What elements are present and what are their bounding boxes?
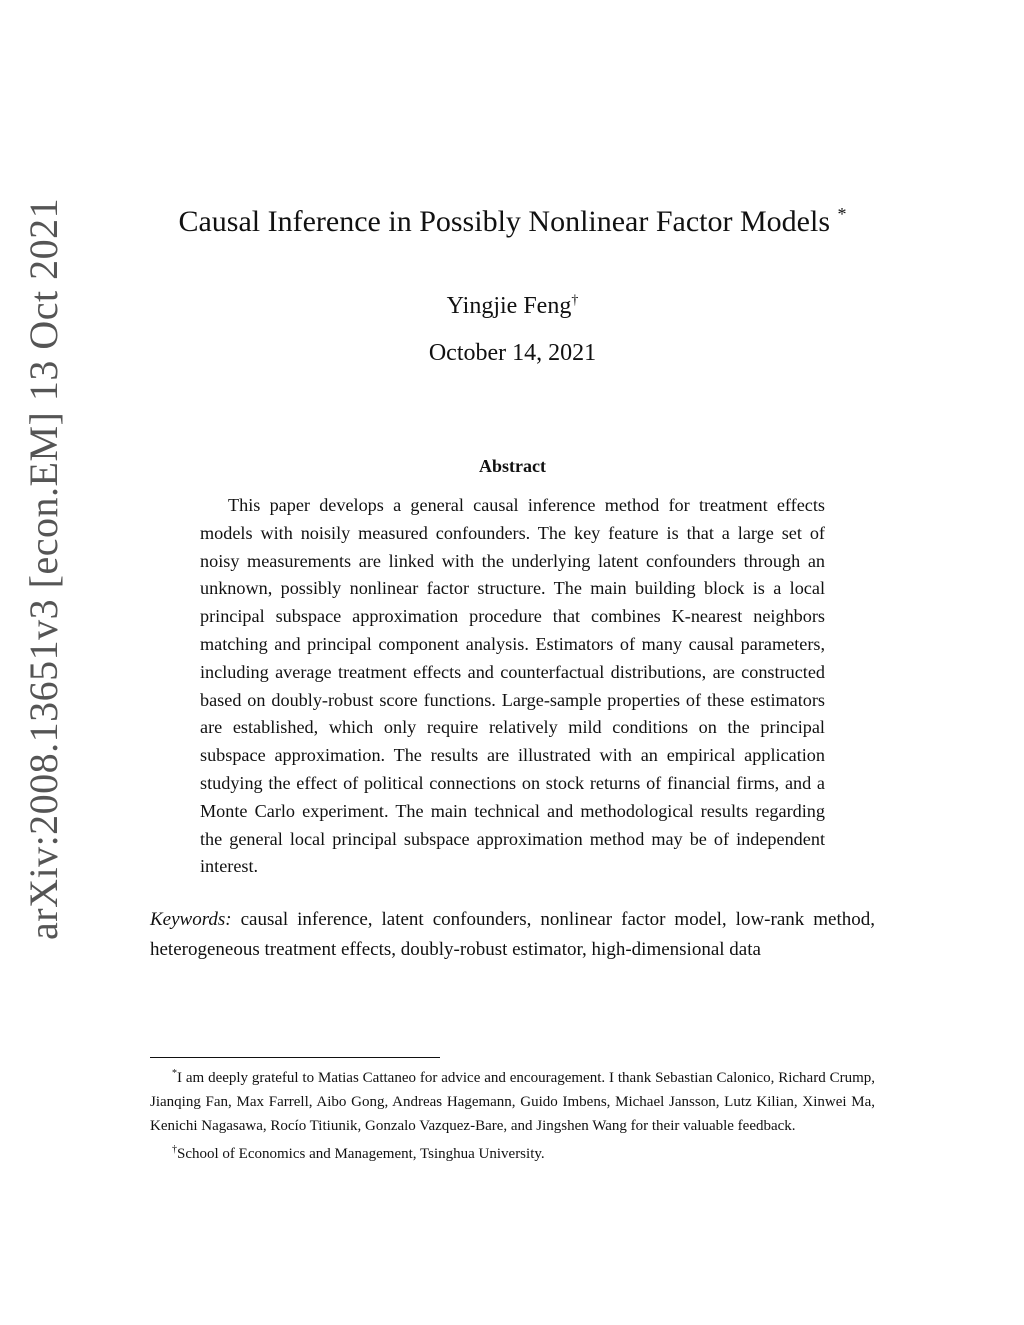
author-line (150, 286, 875, 321)
footnote-divider (150, 1057, 440, 1058)
footnote-affiliation (150, 1138, 875, 1166)
title-footnote-mark: * (837, 204, 847, 224)
footnote-text: School of Economics and Management, Tsinghua University. (177, 1146, 545, 1162)
keywords-text: causal inference, latent confounders, nonlinear factor model, low-rank method, heterogeneous treatment effects, doubly-robust estimator, high-dimensional data (150, 909, 875, 960)
paper-title (150, 196, 875, 240)
abstract-body: This paper develops a general causal inference method for treatment effects models with noisily measured confounders. The key feature is that a large set of noisy measurements are linked with the underlying latent confounders through an unknown, possibly nonlinear factor structure. The main building block is a local principal subspace approximation procedure that combines K-nearest neighbors matching and principal component analysis. Estimators of many causal parameters, including average treatment effects and counterfactual distributions, are constructed based on doubly-robust score functions. Large-sample properties of these estimators are established, which only require relatively mild conditions on the principal subspace approximation. The results are illustrated with an empirical application studying the effect of political connections on stock returns of financial firms, and a Monte Carlo experiment. The main technical and methodological results regarding the general local principal subspace approximation method may be of independent interest. (200, 495, 825, 877)
paper-date: October 14, 2021 (428, 340, 597, 366)
footnotes (150, 1062, 875, 1166)
footnote-text: I am deeply grateful to Matias Cattaneo for advice and encouragement. I thank Sebastian Calonico, Richard Crump, Jianqing Fan, Max Farrell, Aibo Gong, Andreas Hagemann, Guido Imbens, Michael Jansson, Lutz Kilian, Xinwei Ma, Kenichi Nagasawa, Rocío Titiunik, Gonzalo Vazquez-Bare, and Jingshen Wang for their valuable feedback. (150, 1070, 875, 1134)
paper-title-text: Causal Inference in Possibly Nonlinear Factor Models (178, 205, 831, 238)
keywords-label: Keywords: (150, 909, 232, 930)
abstract-heading: Abstract (479, 456, 546, 476)
footnote-mark: † (172, 1144, 177, 1155)
arxiv-identifier-stamp: arXiv:2008.13651v3 [econ.EM] 13 Oct 2021 (21, 197, 66, 940)
footnote-mark: * (172, 1068, 177, 1079)
footnote-acknowledgements (150, 1062, 875, 1138)
keywords-paragraph (150, 905, 875, 965)
author-footnote-mark: † (571, 293, 579, 308)
author-name: Yingjie Feng (446, 293, 572, 319)
